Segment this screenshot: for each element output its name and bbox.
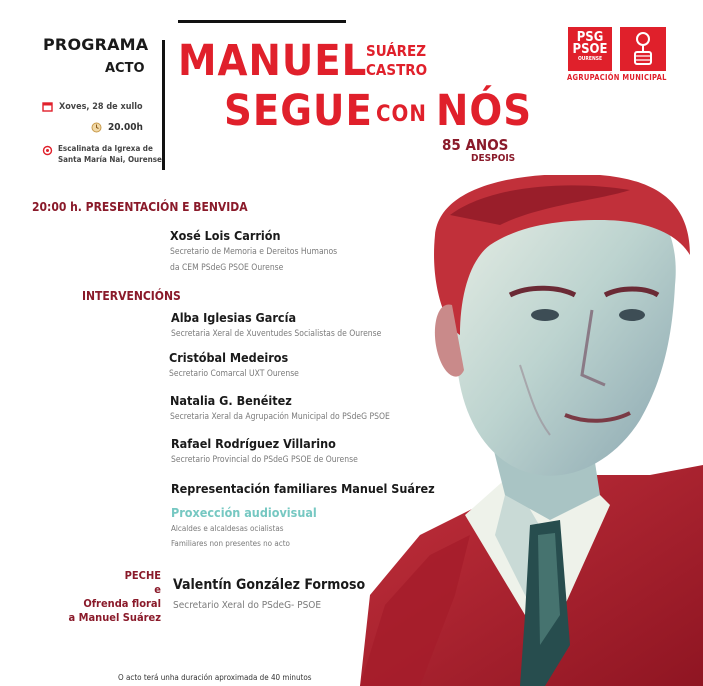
speaker-name: Rafael Rodríguez Villarino (171, 436, 336, 451)
presenter-role-line-2: da CEM PSdeG PSOE Ourense (170, 263, 284, 273)
presentation-heading: 20:00 h. PRESENTACIÓN E BENVIDA (32, 200, 248, 214)
location-icon-wrap (42, 141, 54, 160)
peche-line-4: a Manuel Suárez (68, 611, 161, 624)
calendar-icon (42, 101, 53, 112)
location-line-1: Escalinata da Igrexa de (58, 144, 153, 153)
speaker-role: Secretario Provincial do PSdeG PSOE de Ourense (171, 455, 358, 465)
audiovisual-line-2: Familiares non presentes no acto (171, 539, 290, 548)
title-suarez-castro (366, 42, 427, 80)
title-castro: CASTRO (366, 61, 428, 79)
date-row (42, 101, 143, 112)
portrait-manuel-suarez (360, 175, 703, 686)
peche-block (30, 569, 161, 625)
title-85-anos: 85 ANOS (442, 136, 509, 154)
programa-heading: PROGRAMA (43, 35, 149, 54)
audiovisual-details (171, 521, 290, 551)
speaker-name: Alba Iglesias García (171, 310, 297, 325)
event-time: 20.00h (108, 122, 143, 133)
title-despois: DESPOIS (471, 153, 516, 164)
family-representation: Representación familiares Manuel Suárez (171, 481, 435, 496)
presenter-role-line-1: Secretario de Memoria e Dereitos Humanos (170, 247, 338, 257)
speaker-name: Natalia G. Benéitez (170, 393, 292, 408)
header-divider-vertical (162, 40, 165, 170)
speaker-role: Secretaria Xeral da Agrupación Municipal do PSdeG PSOE (170, 412, 390, 422)
presenter-role (170, 244, 337, 276)
closing-speaker-name: Valentín González Formoso (173, 577, 366, 593)
peche-line-2: e (154, 583, 161, 596)
peche-line-1: PECHE (124, 569, 161, 582)
speaker-name: Cristóbal Medeiros (169, 350, 289, 365)
header-divider-horizontal (178, 20, 346, 23)
rose-fist-icon (620, 27, 666, 71)
title-segue: SEGUE (224, 86, 373, 136)
duration-note: O acto terá unha duración aproximada de 40 minutos (118, 673, 312, 682)
acto-label: ACTO (105, 61, 145, 76)
logo-psoe: PSOE (572, 42, 608, 57)
clock-icon (91, 122, 102, 133)
title-manuel: MANUEL (178, 36, 368, 86)
event-date: Xoves, 28 de xullo (59, 101, 143, 112)
logo-agrupacion-municipal: AGRUPACIÓN MUNICIPAL (567, 73, 667, 82)
location-line-2: Santa María Nai, Ourense (58, 155, 162, 164)
speaker-role: Secretaria Xeral de Xuventudes Socialistas de Ourense (171, 329, 382, 339)
logo-ourense: OURENSE (577, 56, 603, 62)
interventions-heading: INTERVENCIÓNS (82, 289, 181, 303)
speaker-role: Secretario Comarcal UXT Ourense (169, 369, 299, 379)
presenter-name: Xosé Lois Carrión (170, 228, 281, 243)
psg-psoe-logo (568, 27, 612, 71)
time-row (91, 122, 143, 133)
location-icon (42, 145, 53, 156)
title-suarez: SUÁREZ (366, 42, 427, 60)
title-nos: NÓS (436, 86, 533, 136)
audiovisual-line-1: Alcaldes e alcaldesas ocialistas (171, 524, 284, 533)
audiovisual-projection: Proxección audiovisual (171, 505, 317, 520)
closing-speaker-role: Secretario Xeral do PSdeG- PSOE (173, 600, 322, 611)
peche-line-3: Ofrenda floral (83, 597, 161, 610)
event-location (58, 143, 162, 165)
logo-psg: PSG (576, 30, 604, 45)
title-con: CON (376, 102, 427, 127)
